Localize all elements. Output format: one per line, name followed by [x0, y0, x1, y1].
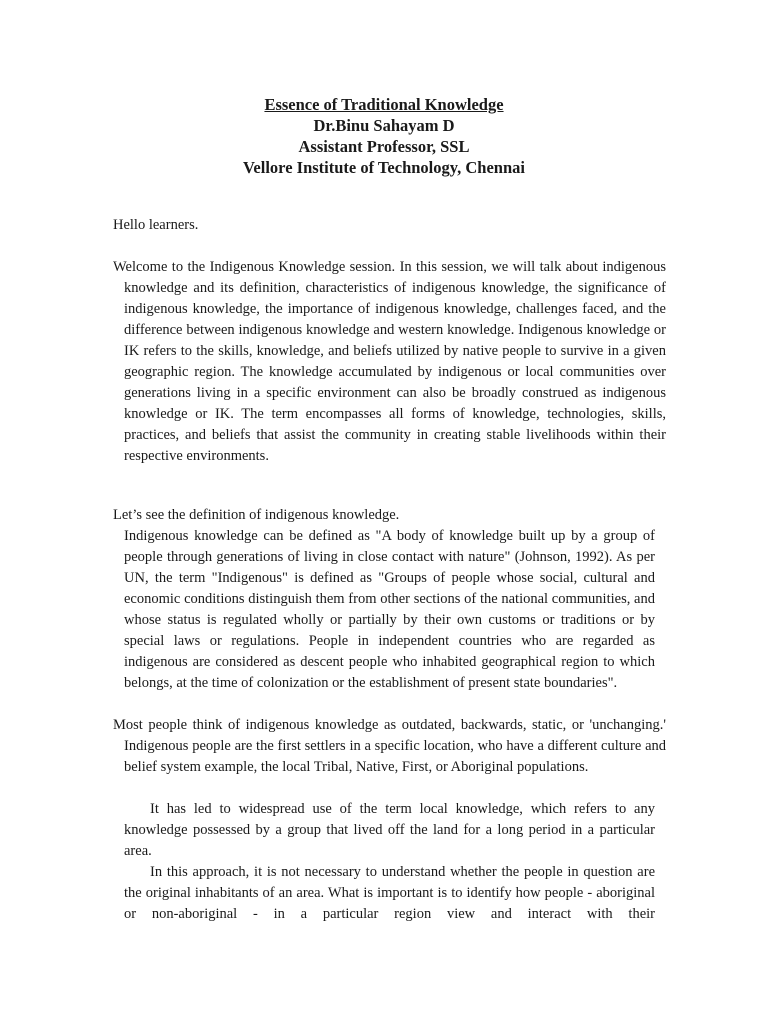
document-header — [0, 94, 768, 178]
most-people-paragraph: Most people think of indigenous knowledge as outdated, backwards, static, or 'unchanging.' Indigenous people are the first settlers in a specific location, who have a different culture and belief system example, the local Tribal, Native, First, or Aboriginal populations. — [113, 717, 666, 775]
author-name: Dr.Binu Sahayam D — [313, 116, 455, 135]
definition-heading: Let’s see the definition of indigenous knowledge. — [113, 507, 400, 523]
document-title: Essence of Traditional Knowledge — [264, 95, 504, 114]
author-position: Assistant Professor, SSL — [298, 137, 470, 156]
greeting-paragraph: Hello learners. — [113, 217, 199, 233]
local-knowledge-paragraph: It has led to widespread use of the term local knowledge, which refers to any knowledge possessed by a group that lived off the land for a long period in a particular area. — [124, 801, 655, 859]
welcome-paragraph: Welcome to the Indigenous Knowledge session. In this session, we will talk about indigenous knowledge and its definition, characteristics of indigenous knowledge, the significance of indigenous knowledge, the importance of indigenous knowledge, challenges faced, and the difference between indigenous knowledge and western knowledge. Indigenous knowledge or IK refers to the skills, knowledge, and beliefs utilized by native people to survive in a given geographic region. The knowledge accumulated by indigenous or local communities over generations living in a specific environment can also be broadly construed as indigenous knowledge or IK. The term encompasses all forms of knowledge, technologies, skills, practices, and beliefs that assist the community in creating stable livelihoods within their respective environments. — [113, 259, 666, 464]
author-institution: Vellore Institute of Technology, Chennai — [243, 158, 525, 177]
definition-paragraph: Indigenous knowledge can be defined as "A body of knowledge built up by a group of people through generations of living in close contact with nature" (Johnson, 1992). As per UN, the term "Indigenous" is defined as "Groups of people whose social, cultural and economic conditions distinguish them from other sections of the national communities, and whose status is regulated wholly or partially by their own customs or traditions or by special laws or regulations. People in independent countries who are regarded as indigenous are considered as descent people who inhabited geographical region to which belongs, at the time of colonization or the establishment of present state boundaries". — [124, 528, 655, 691]
approach-paragraph: In this approach, it is not necessary to understand whether the people in question are the original inhabitants of an area. What is important is to identify how people - aboriginal or non-aboriginal - in a particular region view and interact with their — [124, 864, 655, 922]
